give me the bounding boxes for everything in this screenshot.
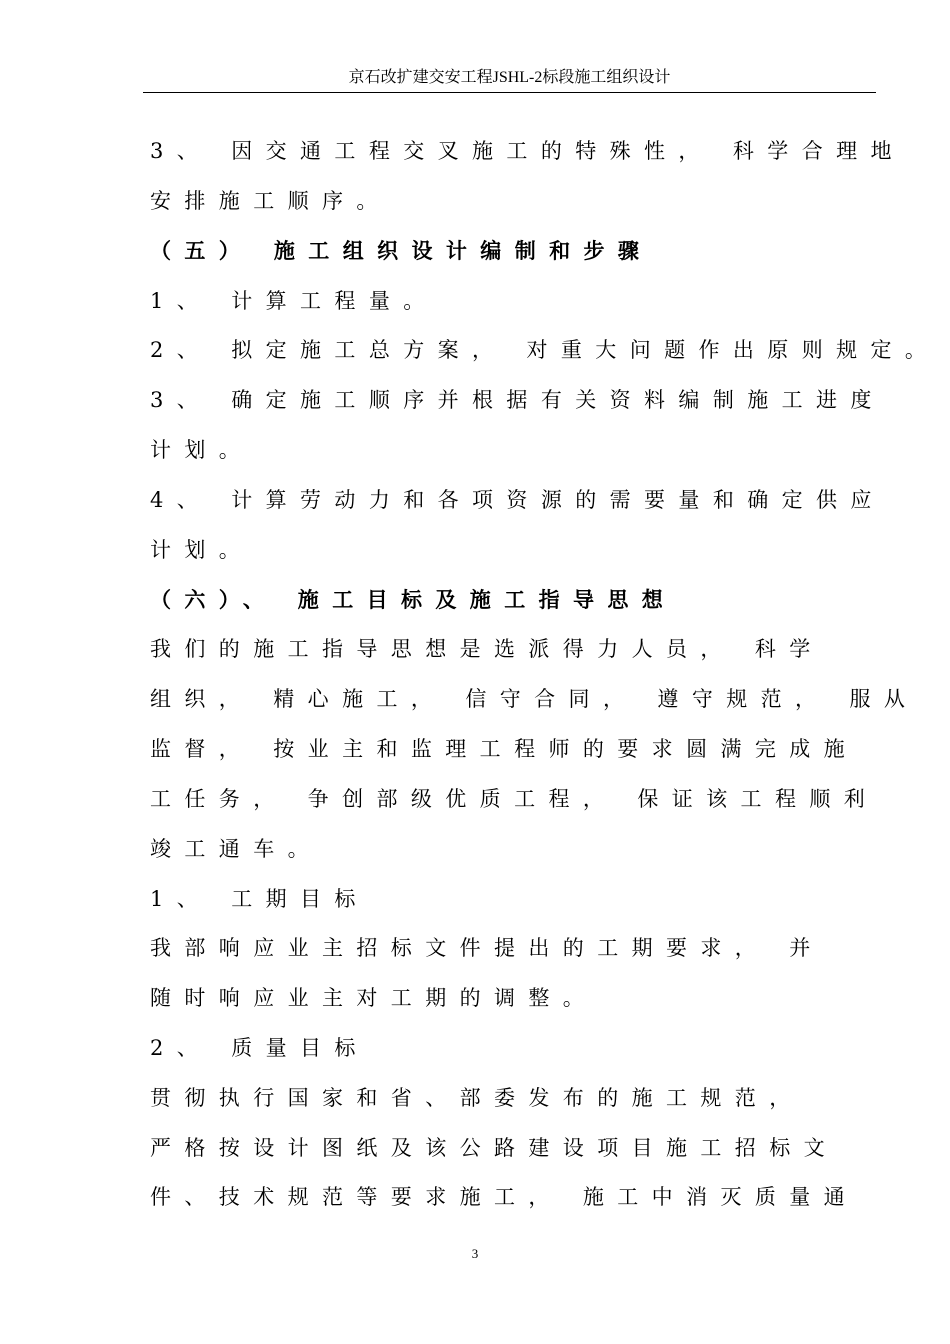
text-line: 4、 计算劳动力和各项资源的需要量和确定供应 xyxy=(150,488,885,512)
text-line: 1、 计算工程量。 xyxy=(150,289,438,313)
text-line: 安排施工顺序。 xyxy=(150,189,391,213)
text-line: 竣工通车。 xyxy=(150,837,322,861)
text-line: 件、技术规范等要求施工， 施工中消灭质量通 xyxy=(150,1185,859,1209)
text-line: 贯彻执行国家和省、部委发布的施工规范， xyxy=(150,1086,804,1110)
page-header: 京石改扩建交安工程JSHL-2标段施工组织设计 xyxy=(143,64,876,93)
text-line: 3、 因交通工程交叉施工的特殊性， 科学合理地 xyxy=(150,139,905,163)
text-line: 我部响应业主招标文件提出的工期要求， 并 xyxy=(150,936,824,960)
text-line: 工任务， 争创部级优质工程， 保证该工程顺利 xyxy=(150,787,879,811)
subsection-heading: 1、 工期目标 xyxy=(150,887,369,911)
section-heading: （五） 施工组织设计编制和步骤 xyxy=(150,238,653,263)
text-line: 计划。 xyxy=(150,538,254,562)
section-heading: （六）、 施工目标及施工指导思想 xyxy=(150,587,677,612)
text-line: 我们的施工指导思想是选派得力人员， 科学 xyxy=(150,637,824,661)
text-line: 2、 拟定施工总方案， 对重大问题作出原则规定。 xyxy=(150,338,940,362)
text-line: 3、 确定施工顺序并根据有关资料编制施工进度 xyxy=(150,388,885,412)
text-line: 严格按设计图纸及该公路建设项目施工招标文 xyxy=(150,1136,838,1160)
text-line: 组织， 精心施工， 信守合同， 遵守规范， 服从 xyxy=(150,687,919,711)
page-number: 3 xyxy=(471,1246,479,1261)
text-line: 随时响应业主对工期的调整。 xyxy=(150,986,598,1010)
text-line: 计划。 xyxy=(150,438,254,462)
subsection-heading: 2、 质量目标 xyxy=(150,1036,369,1060)
text-line: 监督， 按业主和监理工程师的要求圆满完成施 xyxy=(150,737,859,761)
